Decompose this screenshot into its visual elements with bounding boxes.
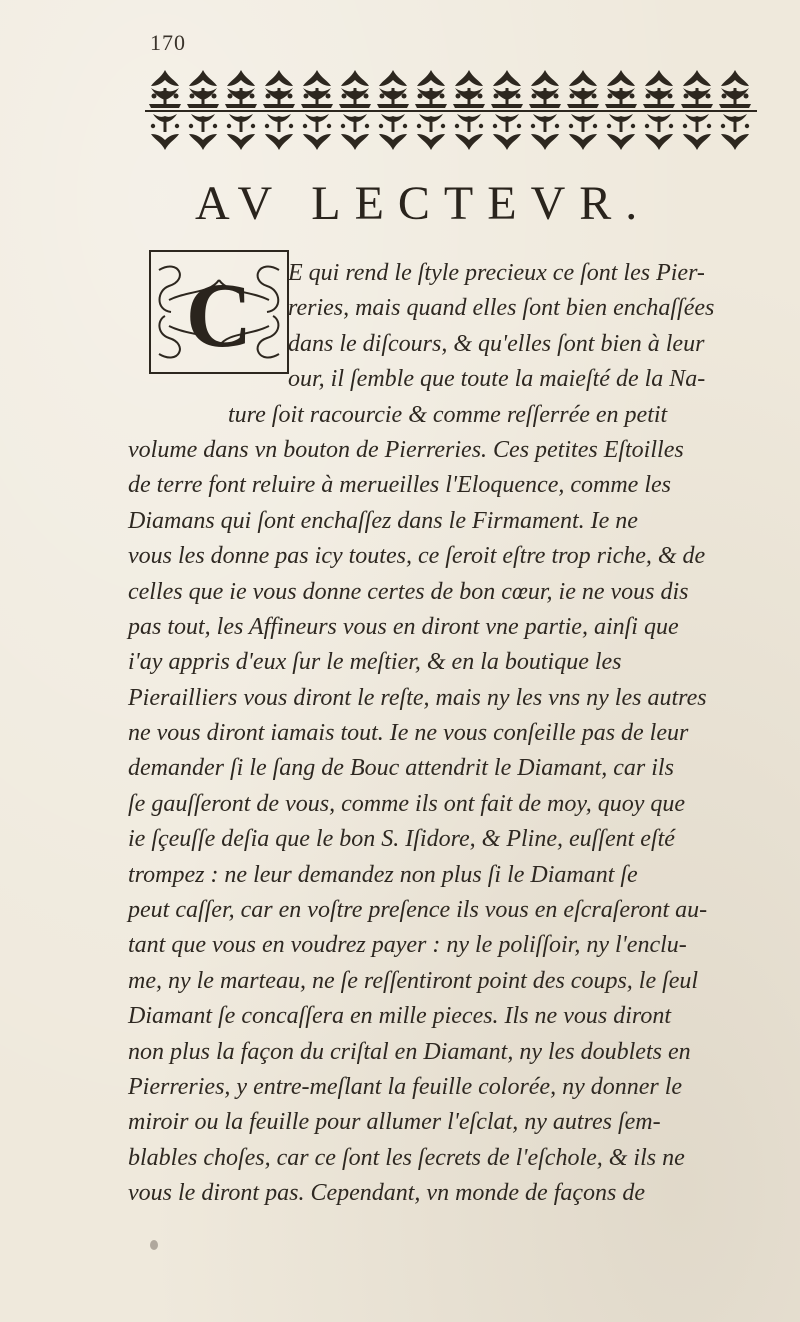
text-line: vous le diront pas. Cependant, vn monde de façons de [128,1180,646,1207]
text-line: vous les donne pas icy toutes, ce ſeroit eſtre trop riche, & de [128,543,706,570]
text-line: ie ſçeuſſe deſia que le bon S. Iſidore, & Pline, euſſent eſté [128,826,675,853]
text-line: trompez : ne leur demandez non plus ſi le Diamant ſe [128,861,638,888]
text-line: reries, mais quand elles ſont bien enchaſſées [288,295,715,322]
page-number: 170 [150,30,186,55]
text-line: volume dans vn bouton de Pierreries. Ces petites Eſtoilles [128,436,684,463]
text-line: me, ny le marteau, ne ſe reſſentiront point des coups, le ſeul [128,967,699,994]
text-line: miroir ou la feuille pour allumer l'eſclat, ny autres ſem- [128,1109,661,1136]
text-line: ſe gauſſeront de vous, comme ils ont fait de moy, quoy que [128,790,686,817]
text-line: ture ſoit racourcie & comme reſſerrée en petit [228,401,668,428]
section-heading: AV LECTEVR. [195,177,652,230]
text-line: Diamant ſe concaſſera en mille pieces. Ils ne vous diront [128,1003,671,1030]
text-line: Pierailliers vous diront le reſte, mais ny les vns ny les autres [128,684,707,711]
text-line: blables choſes, car ce ſont les ſecrets de l'eſchole, & ils ne [128,1144,685,1171]
text-line: ne vous diront iamais tout. Ie ne vous conſeille pas de leur [128,720,689,747]
text-line: tant que vous en voudrez payer : ny le poliſſoir, ny l'enclu- [128,932,687,959]
text-line: our, il ſemble que toute la maieſté de la Na- [288,366,706,393]
text-line: non plus la façon du criſtal en Diamant, ny les doublets en [128,1038,691,1065]
text-line: de terre font reluire à merueilles l'Eloquence, comme les [128,472,671,499]
text-line: Pierreries, y entre-meſlant la feuille colorée, ny donner le [128,1073,683,1100]
text-line: i'ay appris d'eux ſur le meſtier, & en la boutique les [128,649,622,676]
initial-letter: C [185,264,253,366]
text-line: peut caſſer, car en voſtre preſence ils vous en eſcraſeront au- [128,897,708,924]
text-line: celles que ie vous donne certes de bon cœur, ie ne vous dis [128,578,689,605]
body-text [128,256,788,1212]
text-line: E qui rend le ſtyle precieux ce ſont les Pier- [288,260,705,286]
text-line: dans le diſcours, & qu'elles ſont bien à leur [288,330,705,357]
text-line: Diamans qui ſont enchaſſez dans le Firmament. Ie ne [128,507,638,534]
text-line: pas tout, les Affineurs vous en diront vne partie, ainſi que [128,613,679,640]
ink-mark [150,1240,158,1250]
printers-ornament-band [145,64,760,156]
text-line: demander ſi le ſang de Bouc attendrit le Diamant, car ils [128,755,674,782]
